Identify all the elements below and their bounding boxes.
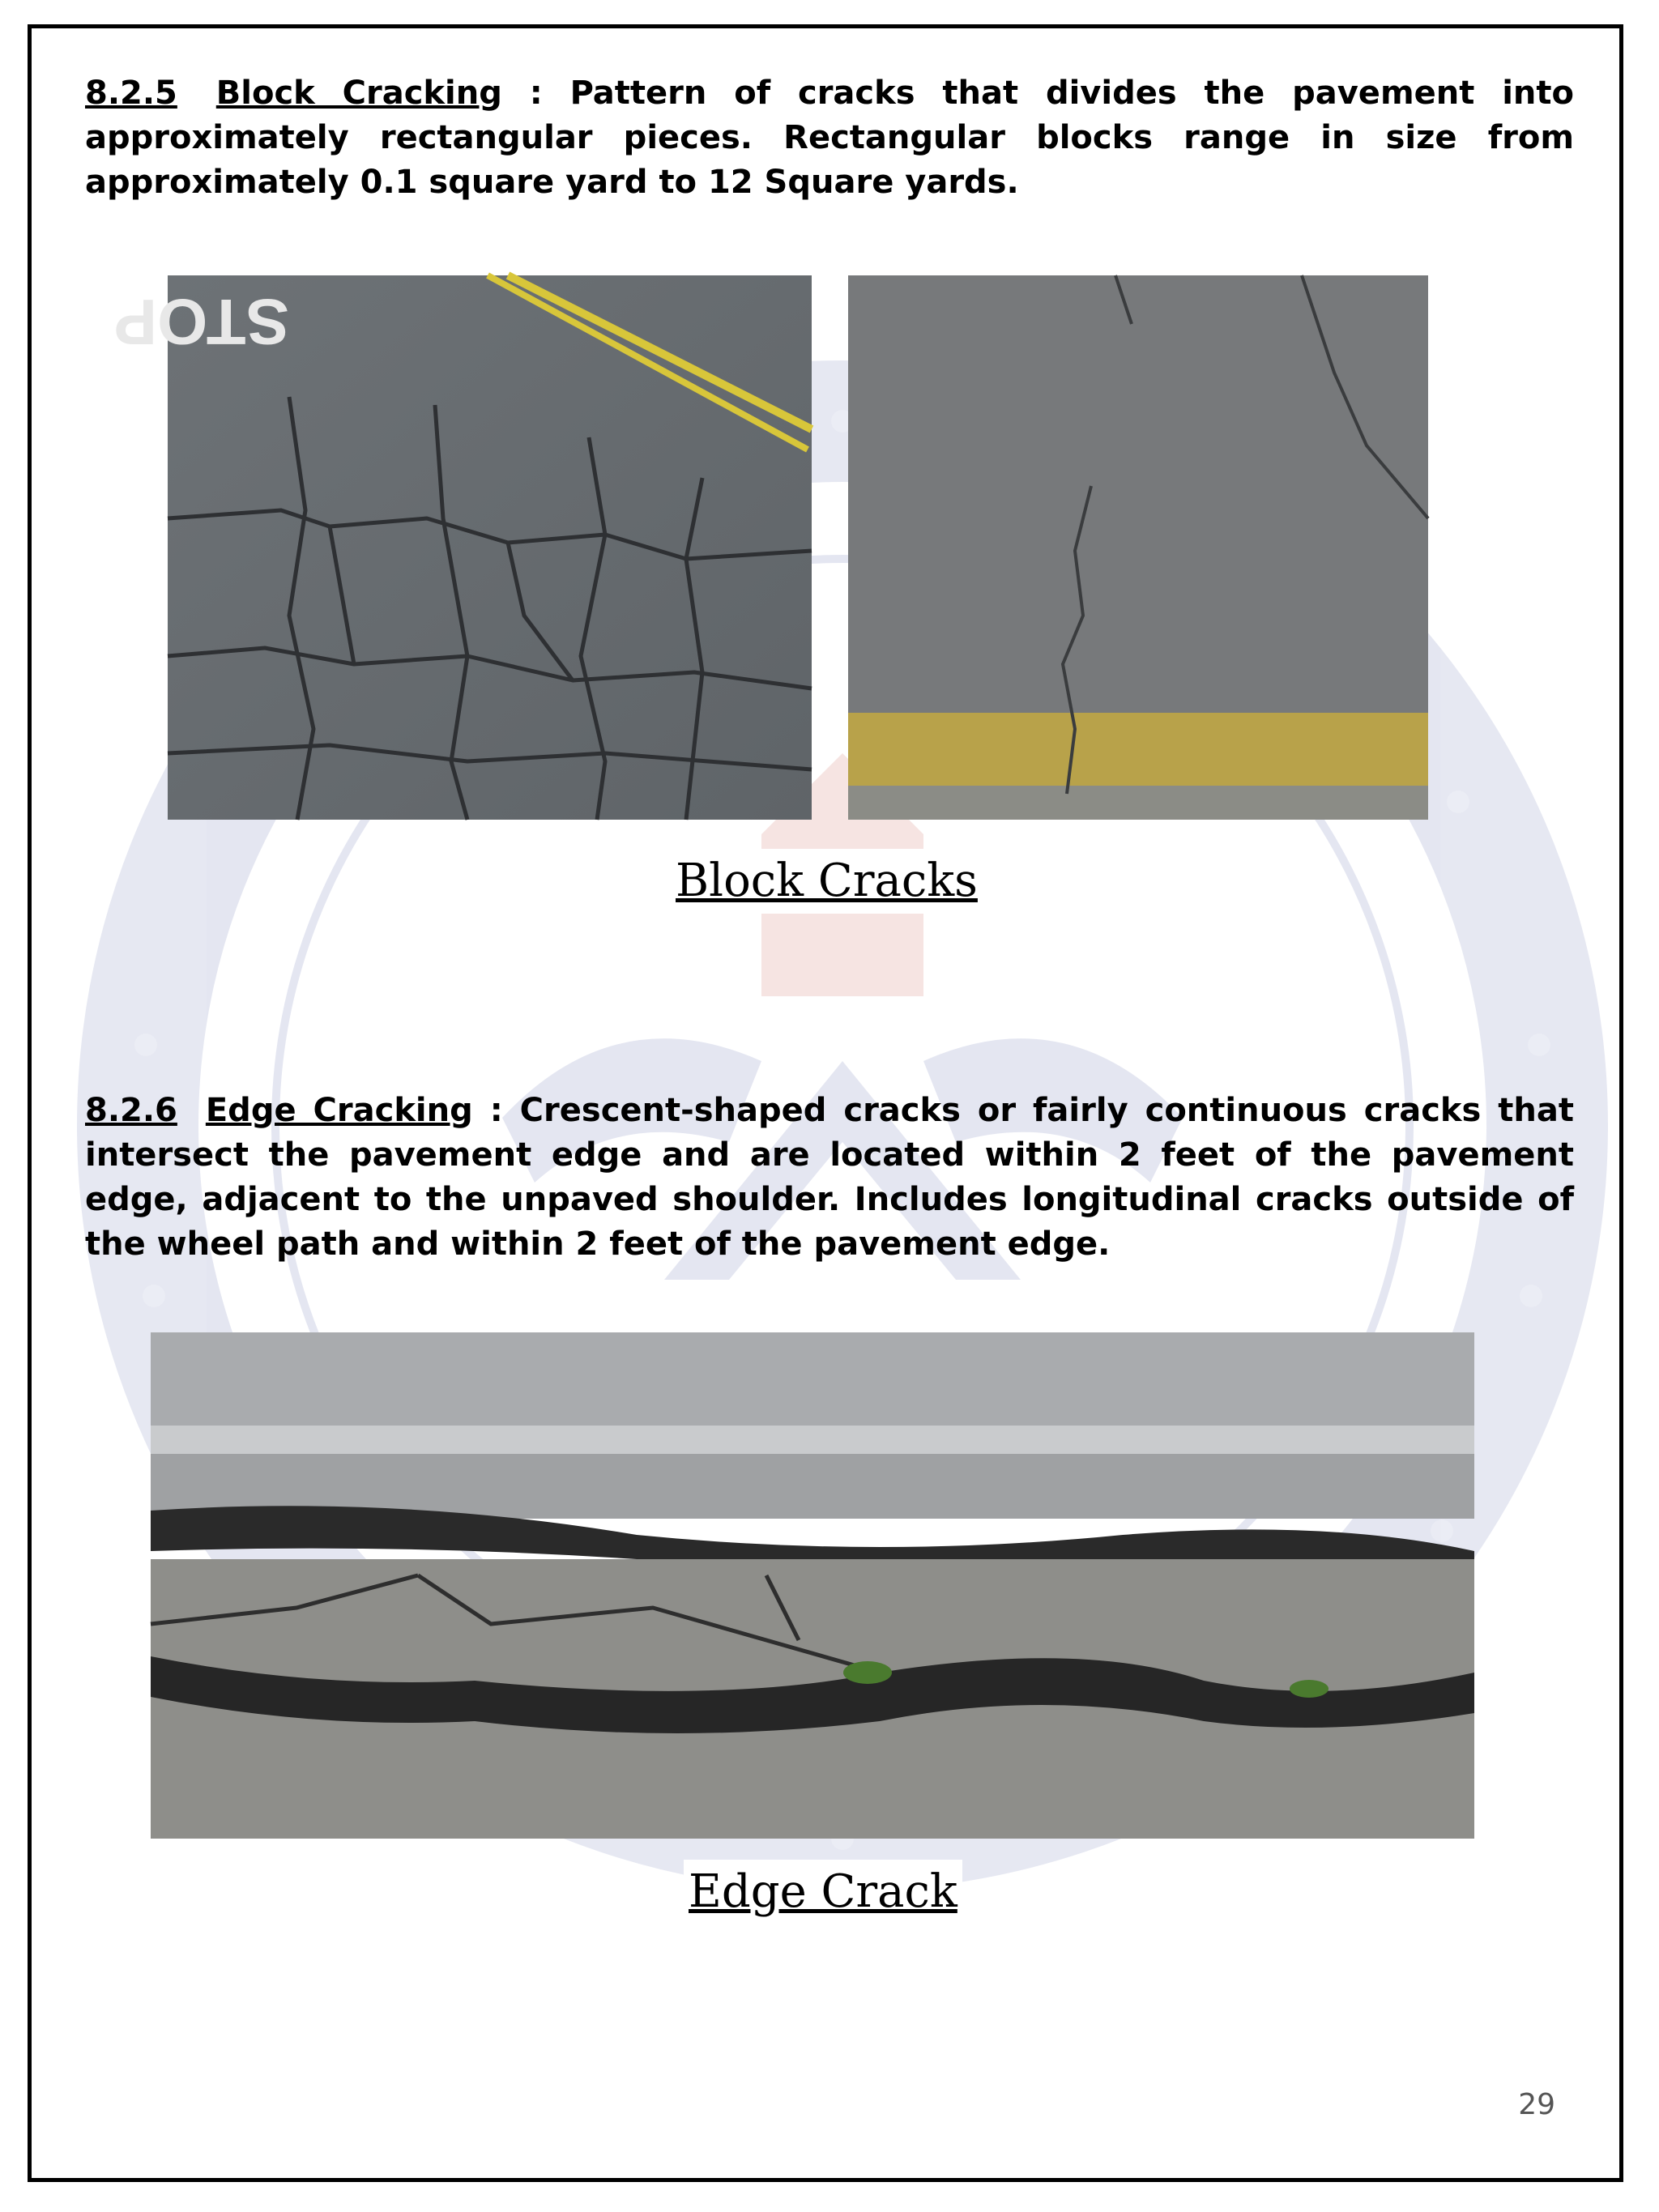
block-cracks-caption: Block Cracks [671,849,983,914]
section-separator: : [501,75,570,112]
section-term: Edge Cracking [205,1092,473,1129]
section-separator: : [472,1092,520,1129]
page-number: 29 [1518,2088,1555,2121]
stop-marking-text: STOP [113,286,289,358]
section-text: Crescent-shaped cracks or fairly continuous cracks that intersect the pavement edge and are located within 2 feet of the pavement edge, adjacent to the unpaved shoulder. Includes longitudinal cracks outside of the wheel path and within 2 feet of the pavement edge. [85,1092,1574,1263]
section-block-cracking [85,71,1574,205]
section-text: Pattern of cracks that divides the pavement into approximately rectangular pieces. Rectangular blocks range in size from approximately 0.1 square yard to 12 Square yards. [85,75,1574,201]
section-number: 8.2.5 [85,75,177,112]
edge-crack-photo [151,1332,1474,1839]
section-term: Block Cracking [215,75,502,112]
edge-crack-caption: Edge Crack [684,1860,962,1924]
block-cracks-photo-left [113,275,812,820]
section-number: 8.2.6 [85,1092,177,1129]
block-cracks-photo-right [848,275,1428,820]
section-edge-cracking [85,1089,1574,1267]
